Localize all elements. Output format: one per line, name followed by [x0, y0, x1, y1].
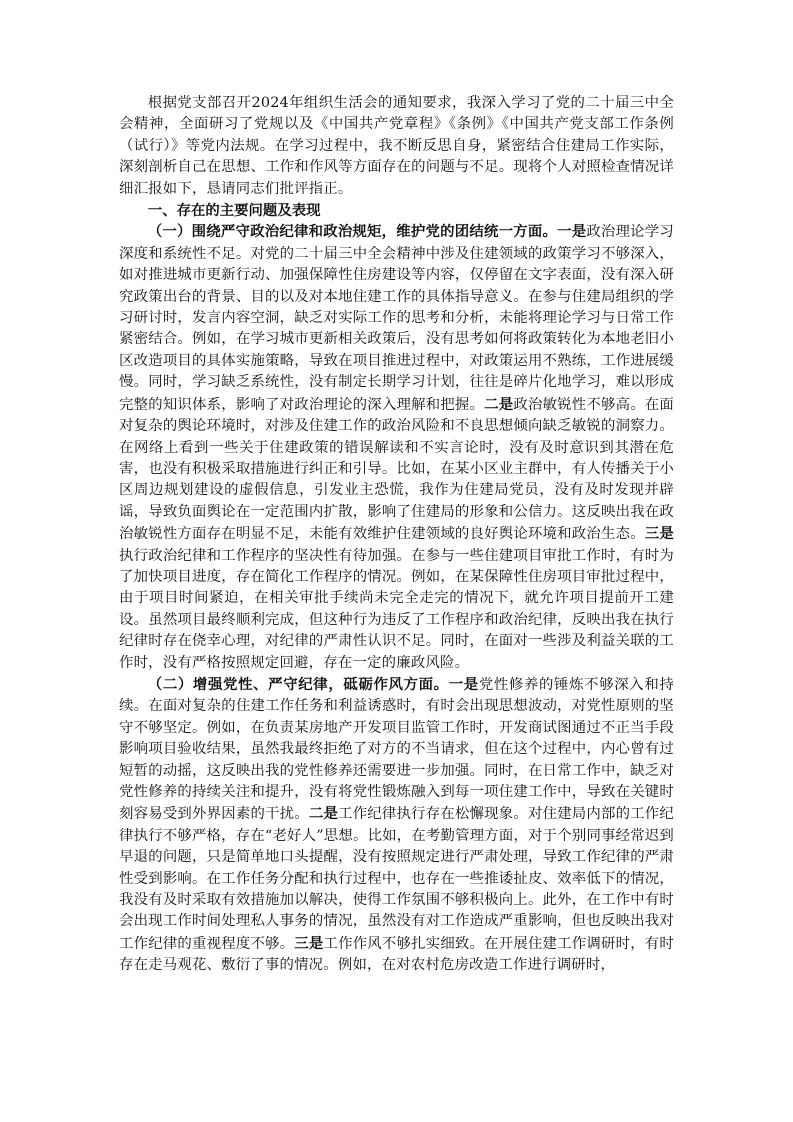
- point-3-label: 三是: [294, 934, 324, 952]
- subsection-2-title: （二）增强党性、严守纪律，砥砺作风方面。: [147, 675, 449, 693]
- intro-paragraph: 根据党支部召开2024年组织生活会的通知要求，我深入学习了党的二十届三中全会精神，全面研习了党规以及《中国共产党章程》《条例》《中国共产党支部工作条例（试行）》等党内法规。在学习过程中，我不断反思自身，紧密结合住建局工作实际，深刻剖析自己在思想、工作和作风等方面存在的问题与不足。现将个人对照检查情况详细汇报如下，恳请同志们批评指正。: [119, 95, 674, 197]
- point-3-text: 工作作风不够扎实细致。在开展住建工作调研时，有时存在走马观花、敷衍了事的情况。例如，在对农村危房改造工作进行调研时，: [119, 935, 674, 974]
- point-2-text: 政治敏锐性不够高。在面对复杂的舆论环境时，对涉及住建工作的政治风险和不良思想倾向缺乏敏锐的洞察力。在网络上看到一些关于住建政策的错误解读和不实言论时，没有及时意识到其潜在危害，也没有积极采取措施进行纠正和引导。比如，在某小区业主群中，有人传播关于小区周边规划建设的虚假信息，引发业主恐慌，我作为住建局党员，没有及时发现并辟谣，导致负面舆论在一定范围内扩散，影响了住建局的形象和公信力。这反映出我在政治敏锐性方面存在明显不足，未能有效维护住建领域的良好舆论环境和政治生态。: [119, 396, 675, 543]
- point-1-text: 政治理论学习深度和系统性不足。对党的二十届三中全会精神中涉及住建领域的政策学习不够深入，如对推进城市更新行动、加强保障性住房建设等内容，仅停留在文字表面，没有深入研究政策出台的背景、目的以及对本地住建工作的具体指导意义。在参与住建局组织的学习研讨时，发言内容空洞，缺乏对实际工作的思考和分析，未能将理论学习与日常工作紧密结合。例如，在学习城市更新相关政策后，没有思考如何将政策转化为本地老旧小区改造项目的具体实施策略，导致在项目推进过程中，对政策运用不熟练，工作进展缓慢。同时，学习缺乏系统性，没有制定长期学习计划，往往是碎片化地学习，难以形成完整的知识体系，影响了对政治理论的深入理解和把握。: [119, 224, 674, 413]
- point-2-label: 二是: [308, 805, 339, 823]
- point-2-text: 工作纪律执行存在松懈现象。对住建局内部的工作纪律执行不够严格，存在“老好人”思想。比如，在考勤管理方面，对于个别同事经常迟到早退的问题，只是简单地口头提醒，没有按照规定进行严肃处理，导致工作纪律的严肃性受到影响。在工作任务分配和执行过程中，也存在一些推诿扯皮、效率低下的情况，我没有及时采取有效措施加以解决，使得工作氛围不够积极向上。此外，在工作中有时会出现工作时间处理私人事务的情况，虽然没有对工作造成严重影响，但也反映出我对工作纪律的重视程度不够。: [119, 806, 674, 952]
- subsection-1-title: （一）围绕严守政治纪律和政治规矩，维护党的团结统一方面。: [147, 223, 558, 241]
- point-3-label: 三是: [644, 525, 674, 543]
- point-2-label: 二是: [484, 395, 514, 413]
- point-3-text: 执行政治纪律和工作程序的坚决性有待加强。在参与一些住建项目审批工作时，有时为了加快项目进度，存在简化工作程序的情况。例如，在某保障性住房项目审批过程中，由于项目时间紧迫，在相关审批手续尚未完全走完的情况下，就允许项目提前开工建设。虽然项目最终顺利完成，但这种行为违反了工作程序和政治纪律，反映出我在执行纪律时存在侥幸心理，对纪律的严肃性认识不足。同时，在面对一些涉及利益关联的工作时，没有严格按照规定回避，存在一定的廉政风险。: [119, 547, 674, 671]
- section-heading-problems: 一、存在的主要问题及表现: [147, 202, 321, 220]
- point-1-label: 一是: [448, 675, 479, 693]
- subsection-2-paragraph: [119, 674, 674, 977]
- subsection-1-paragraph: [119, 221, 674, 674]
- point-1-label: 一是: [557, 223, 587, 241]
- point-1-text: 党性修养的锤炼不够深入和持续。在面对复杂的住建工作任务和利益诱惑时，有时会出现思想波动，对党性原则的坚守不够坚定。例如，在负责某房地产开发项目监管工作时，开发商试图通过不正当手段影响项目验收结果，虽然我最终拒绝了对方的不当请求，但在这个过程中，内心曾有过短暂的动摇，这反映出我的党性修养还需要进一步加强。同时，在日常工作中，缺乏对党性修养的持续关注和提升，没有将党性锻炼融入到每一项住建工作中，导致在关键时刻容易受到外界因素的干扰。: [119, 676, 674, 823]
